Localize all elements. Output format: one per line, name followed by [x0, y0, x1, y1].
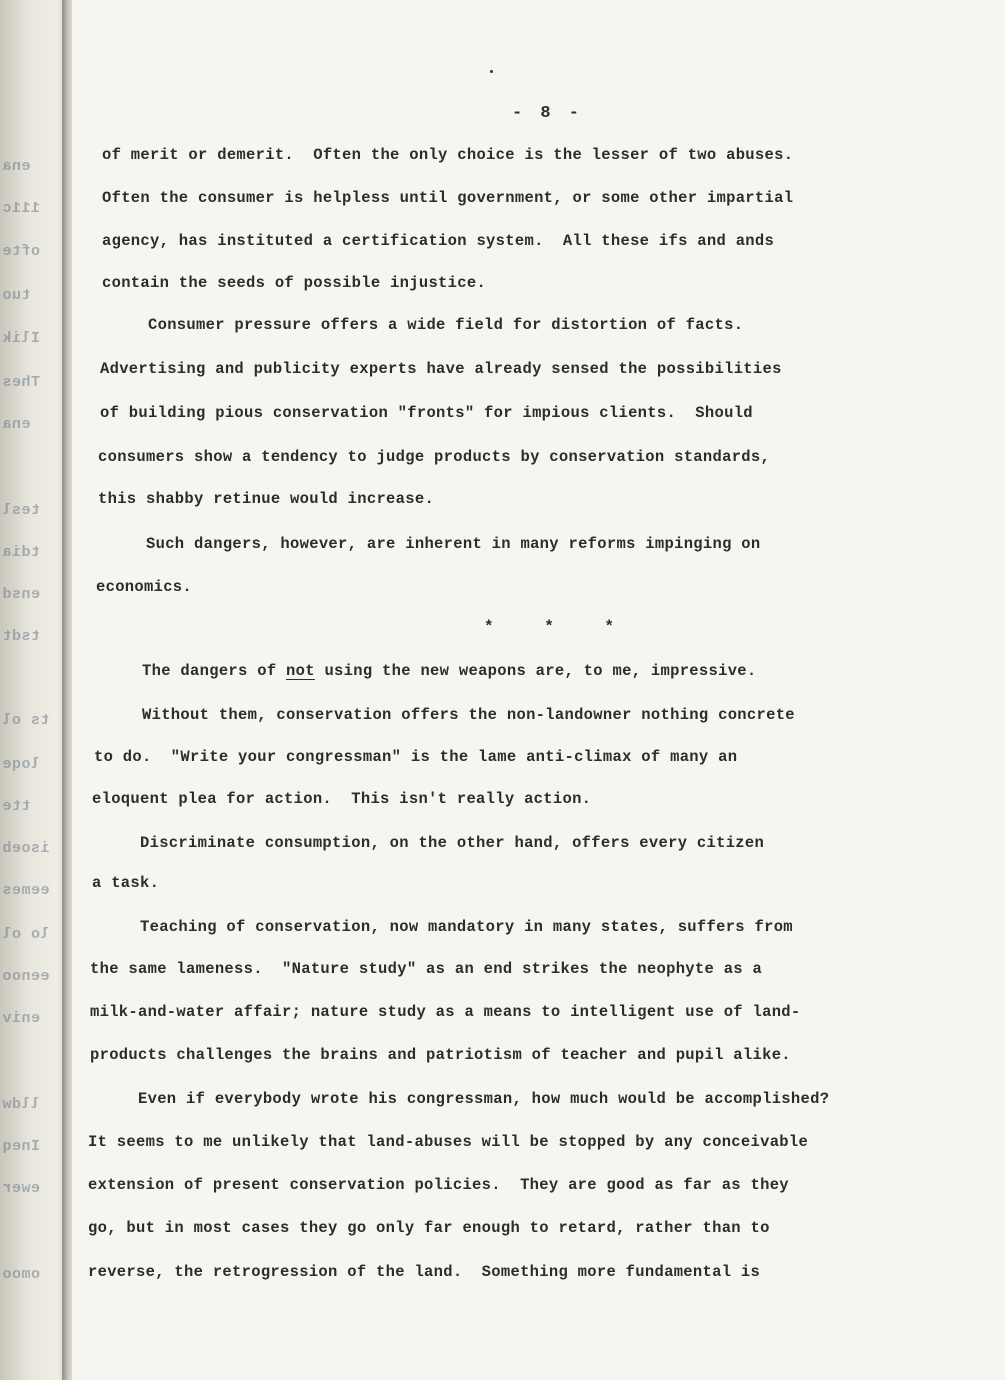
- bleed-through-text: eemes: [2, 882, 50, 899]
- bleed-through-text: ts ol: [2, 712, 50, 729]
- bleed-through-text: ewer: [2, 1180, 41, 1197]
- bleed-through-text: eniv: [2, 1010, 41, 1027]
- bleed-through-text: Ilik: [2, 330, 41, 347]
- bleed-through-text: eenoo: [2, 968, 50, 985]
- ink-speck: [490, 70, 493, 73]
- text-line: Often the consumer is helpless until government, or some other impartial: [102, 189, 794, 207]
- bleed-through-text: omoo: [2, 1266, 41, 1283]
- bleed-through-text: 111c: [2, 200, 41, 217]
- text-line: this shabby retinue would increase.: [98, 490, 435, 508]
- text-line: contain the seeds of possible injustice.: [102, 274, 487, 292]
- previous-page-edge: [0, 0, 70, 1380]
- text-line: of merit or demerit. Often the only choice is the lesser of two abuses.: [102, 146, 794, 164]
- text-line: to do. "Write your congressman" is the lame anti-climax of many an: [94, 748, 738, 766]
- separator-star: *: [484, 618, 494, 636]
- text-line: Consumer pressure offers a wide field for distortion of facts.: [100, 316, 744, 334]
- bleed-through-text: tdia: [2, 544, 41, 561]
- section-separator: [484, 618, 614, 636]
- text-line: Teaching of conservation, now mandatory in many states, suffers from: [92, 918, 793, 936]
- text-line: economics.: [96, 578, 193, 596]
- text-line: Discriminate consumption, on the other hand, offers every citizen: [92, 834, 765, 852]
- bleed-through-text: Ineq: [2, 1138, 41, 1155]
- bleed-through-text: ofte: [2, 243, 41, 260]
- text-line: Without them, conservation offers the non-landowner nothing concrete: [94, 706, 795, 724]
- text-line: Even if everybody wrote his congressman, how much would be accomplished?: [90, 1090, 830, 1108]
- text-line: a task.: [92, 874, 160, 892]
- text-line: go, but in most cases they go only far enough to retard, rather than to: [88, 1219, 770, 1237]
- bleed-through-text: Thes: [2, 374, 41, 391]
- bleed-through-text: ensd: [2, 586, 41, 603]
- text-line: Such dangers, however, are inherent in many reforms impinging on: [98, 535, 761, 553]
- text-line: reverse, the retrogression of the land. Something more fundamental is: [88, 1263, 761, 1281]
- text-line: the same lameness. "Nature study" as an end strikes the neophyte as a: [90, 960, 763, 978]
- bleed-through-text: loqe: [2, 756, 41, 773]
- bleed-through-text: tsdt: [2, 628, 41, 645]
- bleed-through-text: lldw: [2, 1096, 41, 1113]
- bleed-through-text: ena: [2, 158, 31, 175]
- text-segment: using the new weapons are, to me, impressive.: [314, 662, 757, 680]
- bleed-through-text: tuo: [2, 287, 31, 304]
- text-line: milk-and-water affair; nature study as a means to intelligent use of land-: [90, 1003, 801, 1021]
- text-line: It seems to me unlikely that land-abuses will be stopped by any conceivable: [88, 1133, 809, 1151]
- underlined-word: not: [286, 662, 315, 680]
- separator-star: *: [544, 618, 554, 636]
- bleed-through-text: ena: [2, 416, 31, 433]
- bleed-through-text: lo ol: [2, 926, 50, 943]
- text-segment: The dangers of: [94, 662, 287, 680]
- text-line: [94, 662, 757, 680]
- text-line: agency, has instituted a certification system. All these ifs and ands: [102, 232, 775, 250]
- separator-star: *: [604, 618, 614, 636]
- text-line: extension of present conservation policies. They are good as far as they: [88, 1176, 789, 1194]
- text-line: products challenges the brains and patriotism of teacher and pupil alike.: [90, 1046, 791, 1064]
- text-line: eloquent plea for action. This isn't really action.: [92, 790, 592, 808]
- text-line: Advertising and publicity experts have already sensed the possibilities: [100, 360, 782, 378]
- text-line: of building pious conservation "fronts" for impious clients. Should: [100, 404, 753, 422]
- page-number: - 8 -: [512, 104, 584, 123]
- document-page: [72, 0, 1005, 1380]
- bleed-through-text: tte: [2, 798, 31, 815]
- text-line: consumers show a tendency to judge products by conservation standards,: [98, 448, 771, 466]
- bleed-through-text: isoeb: [2, 840, 50, 857]
- bleed-through-text: tesl: [2, 502, 41, 519]
